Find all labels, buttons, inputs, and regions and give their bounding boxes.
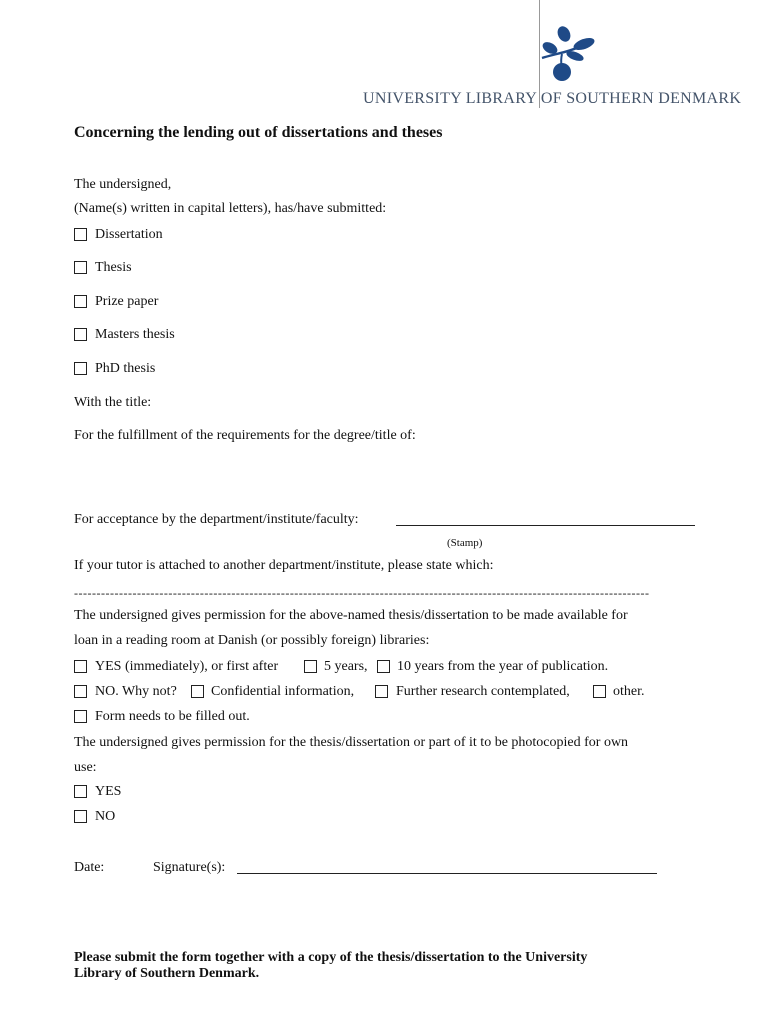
form-filled-label: Form needs to be filled out. xyxy=(95,709,250,724)
confidential-label: Confidential information, xyxy=(211,684,355,699)
page-title: Concerning the lending out of dissertations and theses xyxy=(74,124,443,141)
permission-text: The undersigned gives permission for the above-named thesis/dissertation to be made available for xyxy=(74,608,628,623)
library-logo-text: UNIVERSITY LIBRARY OF SOUTHERN DENMARK xyxy=(363,90,742,107)
thesis-checkbox[interactable] xyxy=(74,261,87,274)
stamp-label: (Stamp) xyxy=(447,537,483,549)
five-years-label: 5 years, xyxy=(324,659,368,674)
form-filled-checkbox[interactable] xyxy=(74,710,87,723)
prize-paper-label: Prize paper xyxy=(95,294,159,309)
loan-yes-label: YES (immediately), or first after xyxy=(95,659,279,674)
further-research-checkbox[interactable] xyxy=(375,685,388,698)
apple-branch-logo-icon xyxy=(540,26,600,84)
tutor-label: If your tutor is attached to another department/institute, please state which: xyxy=(74,558,494,573)
dissertation-checkbox[interactable] xyxy=(74,228,87,241)
masters-thesis-checkbox[interactable] xyxy=(74,328,87,341)
dissertation-label: Dissertation xyxy=(95,227,163,242)
photocopy-text-cont: use: xyxy=(74,760,97,775)
loan-no-label: NO. Why not? xyxy=(95,684,177,699)
intro-name-instruction: (Name(s) written in capital letters), has/have submitted: xyxy=(74,201,387,216)
intro-line: The undersigned, xyxy=(74,177,172,192)
date-label: Date: xyxy=(74,860,105,875)
photocopy-text: The undersigned gives permission for the thesis/dissertation or part of it to be photocopied for own xyxy=(74,735,629,750)
tutor-dashed-line[interactable]: -------------------------------------------------------------------------------------------------------------------------------- xyxy=(74,586,650,600)
photocopy-yes-label: YES xyxy=(95,784,122,799)
signature-label: Signature(s): xyxy=(153,860,226,875)
other-label: other. xyxy=(613,684,645,699)
phd-thesis-label: PhD thesis xyxy=(95,361,156,376)
submission-note-cont: Library of Southern Denmark. xyxy=(74,966,260,981)
degree-label: For the fulfillment of the requirements for the degree/title of: xyxy=(74,428,416,443)
ten-years-label: 10 years from the year of publication. xyxy=(397,659,609,674)
with-title-label: With the title: xyxy=(74,395,152,410)
thesis-label: Thesis xyxy=(95,260,132,275)
prize-paper-checkbox[interactable] xyxy=(74,295,87,308)
acceptance-label: For acceptance by the department/institute/faculty: xyxy=(74,512,359,527)
signature-input-line[interactable] xyxy=(237,873,657,874)
submission-note: Please submit the form together with a copy of the thesis/dissertation to the University xyxy=(74,950,588,965)
loan-yes-checkbox[interactable] xyxy=(74,660,87,673)
photocopy-yes-checkbox[interactable] xyxy=(74,785,87,798)
phd-thesis-checkbox[interactable] xyxy=(74,362,87,375)
confidential-checkbox[interactable] xyxy=(191,685,204,698)
department-input-line[interactable] xyxy=(396,525,695,526)
five-years-checkbox[interactable] xyxy=(304,660,317,673)
permission-text-cont: loan in a reading room at Danish (or possibly foreign) libraries: xyxy=(74,633,430,648)
ten-years-checkbox[interactable] xyxy=(377,660,390,673)
other-checkbox[interactable] xyxy=(593,685,606,698)
photocopy-no-checkbox[interactable] xyxy=(74,810,87,823)
masters-thesis-label: Masters thesis xyxy=(95,327,175,342)
further-research-label: Further research contemplated, xyxy=(396,684,570,699)
loan-no-checkbox[interactable] xyxy=(74,685,87,698)
photocopy-no-label: NO xyxy=(95,809,116,824)
